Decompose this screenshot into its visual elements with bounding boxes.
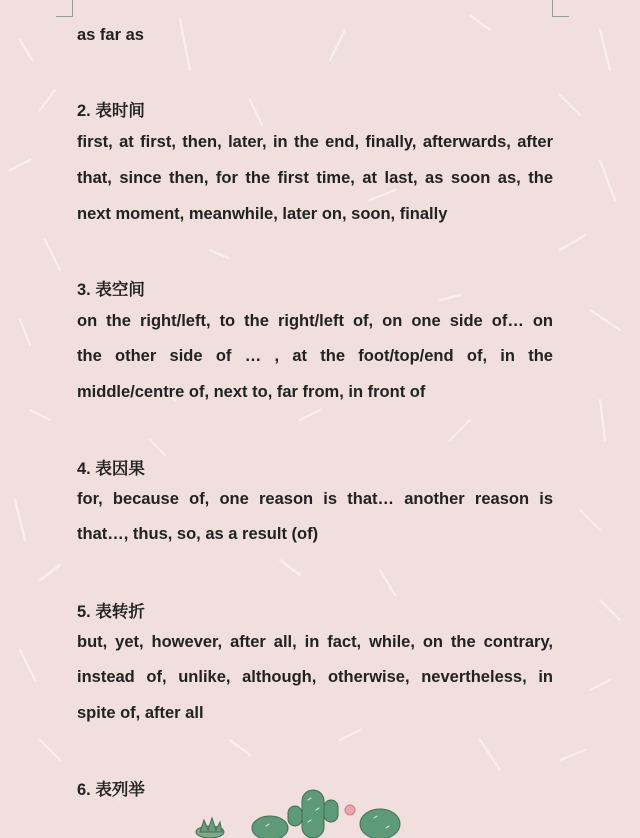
section-heading-enumeration: 6. 表列举 [77,781,145,799]
section-line: on the right/left, to the right/left of, on one side of… on [77,312,553,330]
section-line: that…, thus, so, as a result (of) [77,525,319,543]
section-line: that, since then, for the first time, at last, as soon as, the [77,169,553,187]
section-line: next moment, meanwhile, later on, soon, finally [77,205,448,223]
intro-line: as far as [77,26,144,44]
page-corner-mark-right [552,0,569,17]
section-heading-space: 3. 表空间 [77,281,145,299]
section-line: the other side of … , at the foot/top/end of, in the [77,347,553,365]
section-line: instead of, unlike, although, otherwise, nevertheless, in [77,668,553,686]
section-heading-cause-effect: 4. 表因果 [77,460,145,478]
page-corner-mark-left [56,0,73,17]
section-line: middle/centre of, next to, far from, in front of [77,383,426,401]
section-heading-contrast: 5. 表转折 [77,603,145,621]
section-line: but, yet, however, after all, in fact, while, on the contrary, [77,633,553,651]
section-line: spite of, after all [77,704,204,722]
section-line: for, because of, one reason is that… another reason is [77,490,553,508]
cactus-illustration [190,770,630,838]
section-heading-time: 2. 表时间 [77,102,145,120]
section-line: first, at first, then, later, in the end, finally, afterwards, after [77,133,553,151]
